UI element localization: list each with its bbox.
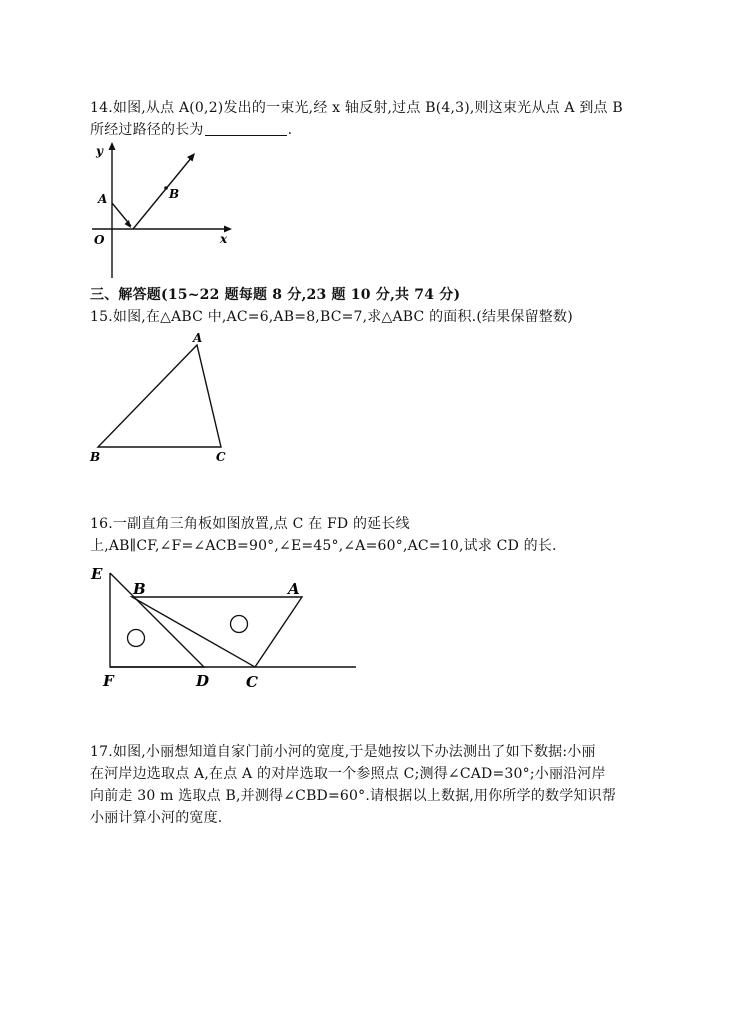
q15-text-line-1: 15.如图,在△ABC 中,AC=6,AB=8,BC=7,求△ABC 的面积.(结果保留整数) xyxy=(90,309,573,325)
label-b: B xyxy=(169,187,180,201)
light-ray-reflected xyxy=(133,157,192,229)
section-3-heading: 三、解答题(15~22 题每题 8 分,23 题 10 分,共 74 分) xyxy=(90,287,461,303)
q14-figure-coordinate-plane xyxy=(88,140,238,280)
triangle-abc xyxy=(98,345,221,447)
set-square-45 xyxy=(110,573,204,667)
label-b: B xyxy=(90,450,101,464)
y-axis-arrow xyxy=(109,142,116,150)
set-square-60 xyxy=(132,597,302,667)
label-a: A xyxy=(98,192,108,206)
q16-text-line-2: 上,AB∥CF,∠F=∠ACB=90°,∠E=45°,∠A=60°,AC=10,试求 CD 的长. xyxy=(90,538,557,554)
q17-text-line-1: 17.如图,小丽想知道自家门前小河的宽度,于是她按以下办法测出了如下数据:小丽 xyxy=(90,744,596,760)
label-d: D xyxy=(196,672,210,690)
q14-text-line-2-end: . xyxy=(287,122,293,138)
q15-figure-triangle xyxy=(85,330,245,470)
q17-text-line-2: 在河岸边选取点 A,在点 A 的对岸选取一个参照点 C;测得∠CAD=30°;小丽沿河岸 xyxy=(90,766,606,782)
label-y: y xyxy=(96,144,103,158)
label-o: O xyxy=(94,233,105,247)
label-x: x xyxy=(220,232,228,246)
reflected-ray-arrow xyxy=(187,153,195,162)
label-a: A xyxy=(193,331,203,345)
answer-blank xyxy=(205,121,287,136)
label-c: C xyxy=(216,450,226,464)
set-square-60-hole xyxy=(231,616,248,633)
set-square-45-hole xyxy=(128,630,145,647)
point-b-dot xyxy=(164,186,168,190)
q17-text-line-3: 向前走 30 m 选取点 B,并测得∠CBD=60°.请根据以上数据,用你所学的数学知识帮 xyxy=(90,788,617,804)
q16-figure-set-squares xyxy=(88,560,368,695)
q17-text-line-4: 小丽计算小河的宽度. xyxy=(90,810,223,826)
label-c: C xyxy=(246,673,258,691)
q14-text-line-2-start: 所经过路径的长为 xyxy=(90,122,204,138)
label-a: A xyxy=(288,580,300,598)
label-b: B xyxy=(133,580,146,598)
q14-text-line-2 xyxy=(90,121,292,139)
label-f: F xyxy=(103,672,114,690)
q14-text-line-1: 14.如图,从点 A(0,2)发出的一束光,经 x 轴反射,过点 B(4,3),则这束光从点 A 到点 B xyxy=(90,100,623,116)
q16-text-line-1: 16.一副直角三角板如图放置,点 C 在 FD 的延长线 xyxy=(90,516,410,532)
label-e: E xyxy=(91,565,103,583)
